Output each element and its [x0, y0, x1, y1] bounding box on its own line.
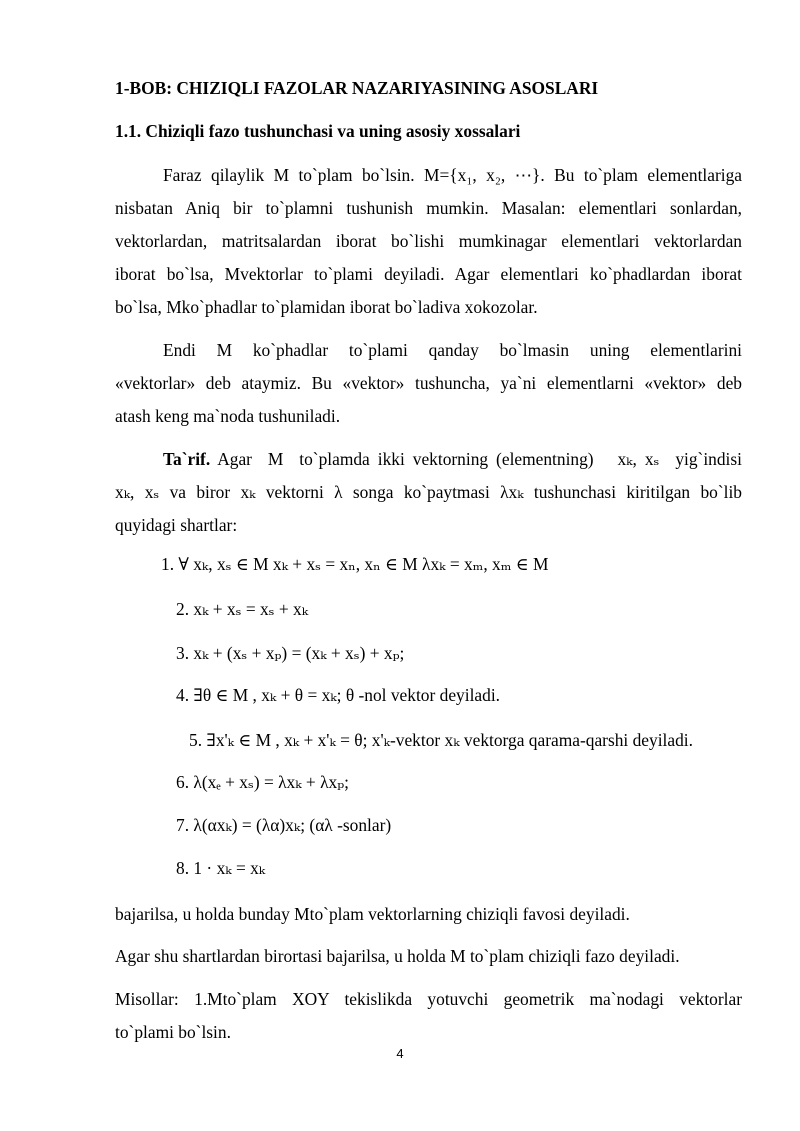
condition-3: 3. xₖ + (xₛ + xₚ) = (xₖ + xₛ) + xₚ; [176, 643, 405, 663]
paragraph1-line5: bo`lsa, Mko`phadlar to`plamidan iborat bo`ladiva xokozolar. [115, 297, 538, 317]
condition-4: 4. ∃θ ∈ M , xₖ + θ = xₖ; θ -nol vektor deyiladi. [176, 685, 501, 705]
condition-1: 1. ∀ xₖ, xₛ ∈ M xₖ + xₛ = xₙ, xₙ ∈ M λxₖ = xₘ, xₘ ∈ M [161, 554, 549, 574]
definition-term: Ta`rif. [163, 449, 211, 469]
condition-5: 5. ∃x'ₖ ∈ M , xₖ + x'ₖ = θ; x'ₖ-vektor xₖ vektorga qarama-qarshi deyiladi. [189, 730, 693, 750]
condition-7: 7. λ(αxₖ) = (λα)xₖ; (αλ -sonlar) [176, 815, 392, 835]
conclusion-line1: bajarilsa, u holda bunday Mto`plam vektorlarning chiziqli favosi deyiladi. [115, 904, 630, 924]
paragraph2-line3: atash keng ma`noda tushuniladi. [115, 406, 341, 426]
definition-line2: xₖ, xₛ va biror xₖ vektorni λ songa ko`paytmasi λxₖ tushunchasi kiritilgan bo`lib [115, 482, 742, 502]
paragraph1-line3: vektorlardan, matritsalardan iborat bo`lishi mumkinagar elementlari vektorlardan [115, 231, 742, 251]
condition-2: 2. xₖ + xₛ = xₛ + xₖ [176, 599, 309, 619]
conclusion-line3: Misollar: 1.Mto`plam XOY tekislikda yotuvchi geometrik ma`nodagi vektorlar [115, 989, 742, 1009]
condition-6: 6. λ(xₑ + xₛ) = λxₖ + λxₚ; [176, 772, 350, 792]
conclusion-line2: Agar shu shartlardan birortasi bajarilsa, u holda M to`plam chiziqli fazo deyiladi. [115, 946, 680, 966]
paragraph2-line1: Endi M ko`phadlar to`plami qanday bo`lmasin uning elementlarini [163, 340, 742, 360]
chapter-heading: 1-BOB: CHIZIQLI FAZOLAR NAZARIYASINING ASOSLARI [115, 78, 599, 98]
paragraph1-line4: iborat bo`lsa, Mvektorlar to`plami deyiladi. Agar elementlari ko`phadlardan iborat [115, 264, 742, 284]
condition-8: 8. 1 · xₖ = xₖ [176, 858, 266, 878]
paragraph1-line1: Faraz qilaylik M to`plam bo`lsin. M={x₁, x₂, ⋯}. Bu to`plam elementlariga [163, 165, 742, 185]
conclusion-line4: to`plami bo`lsin. [115, 1022, 231, 1042]
definition-line1 [163, 447, 742, 471]
paragraph1-line2: nisbatan Aniq bir to`plamni tushunish mumkin. Masalan: elementlari sonlardan, [115, 198, 742, 218]
paragraph2-line2: «vektorlar» deb ataymiz. Bu «vektor» tushuncha, ya`ni elementlarni «vektor» deb [115, 373, 742, 393]
page-number: 4 [396, 1046, 404, 1061]
definition-line1-text: Agar M to`plamda ikki vektorning (elementning) xₖ, xₛ yig`indisi [210, 449, 742, 469]
section-heading: 1.1. Chiziqli fazo tushunchasi va uning asosiy xossalari [115, 121, 521, 141]
definition-line3: quyidagi shartlar: [115, 515, 238, 535]
